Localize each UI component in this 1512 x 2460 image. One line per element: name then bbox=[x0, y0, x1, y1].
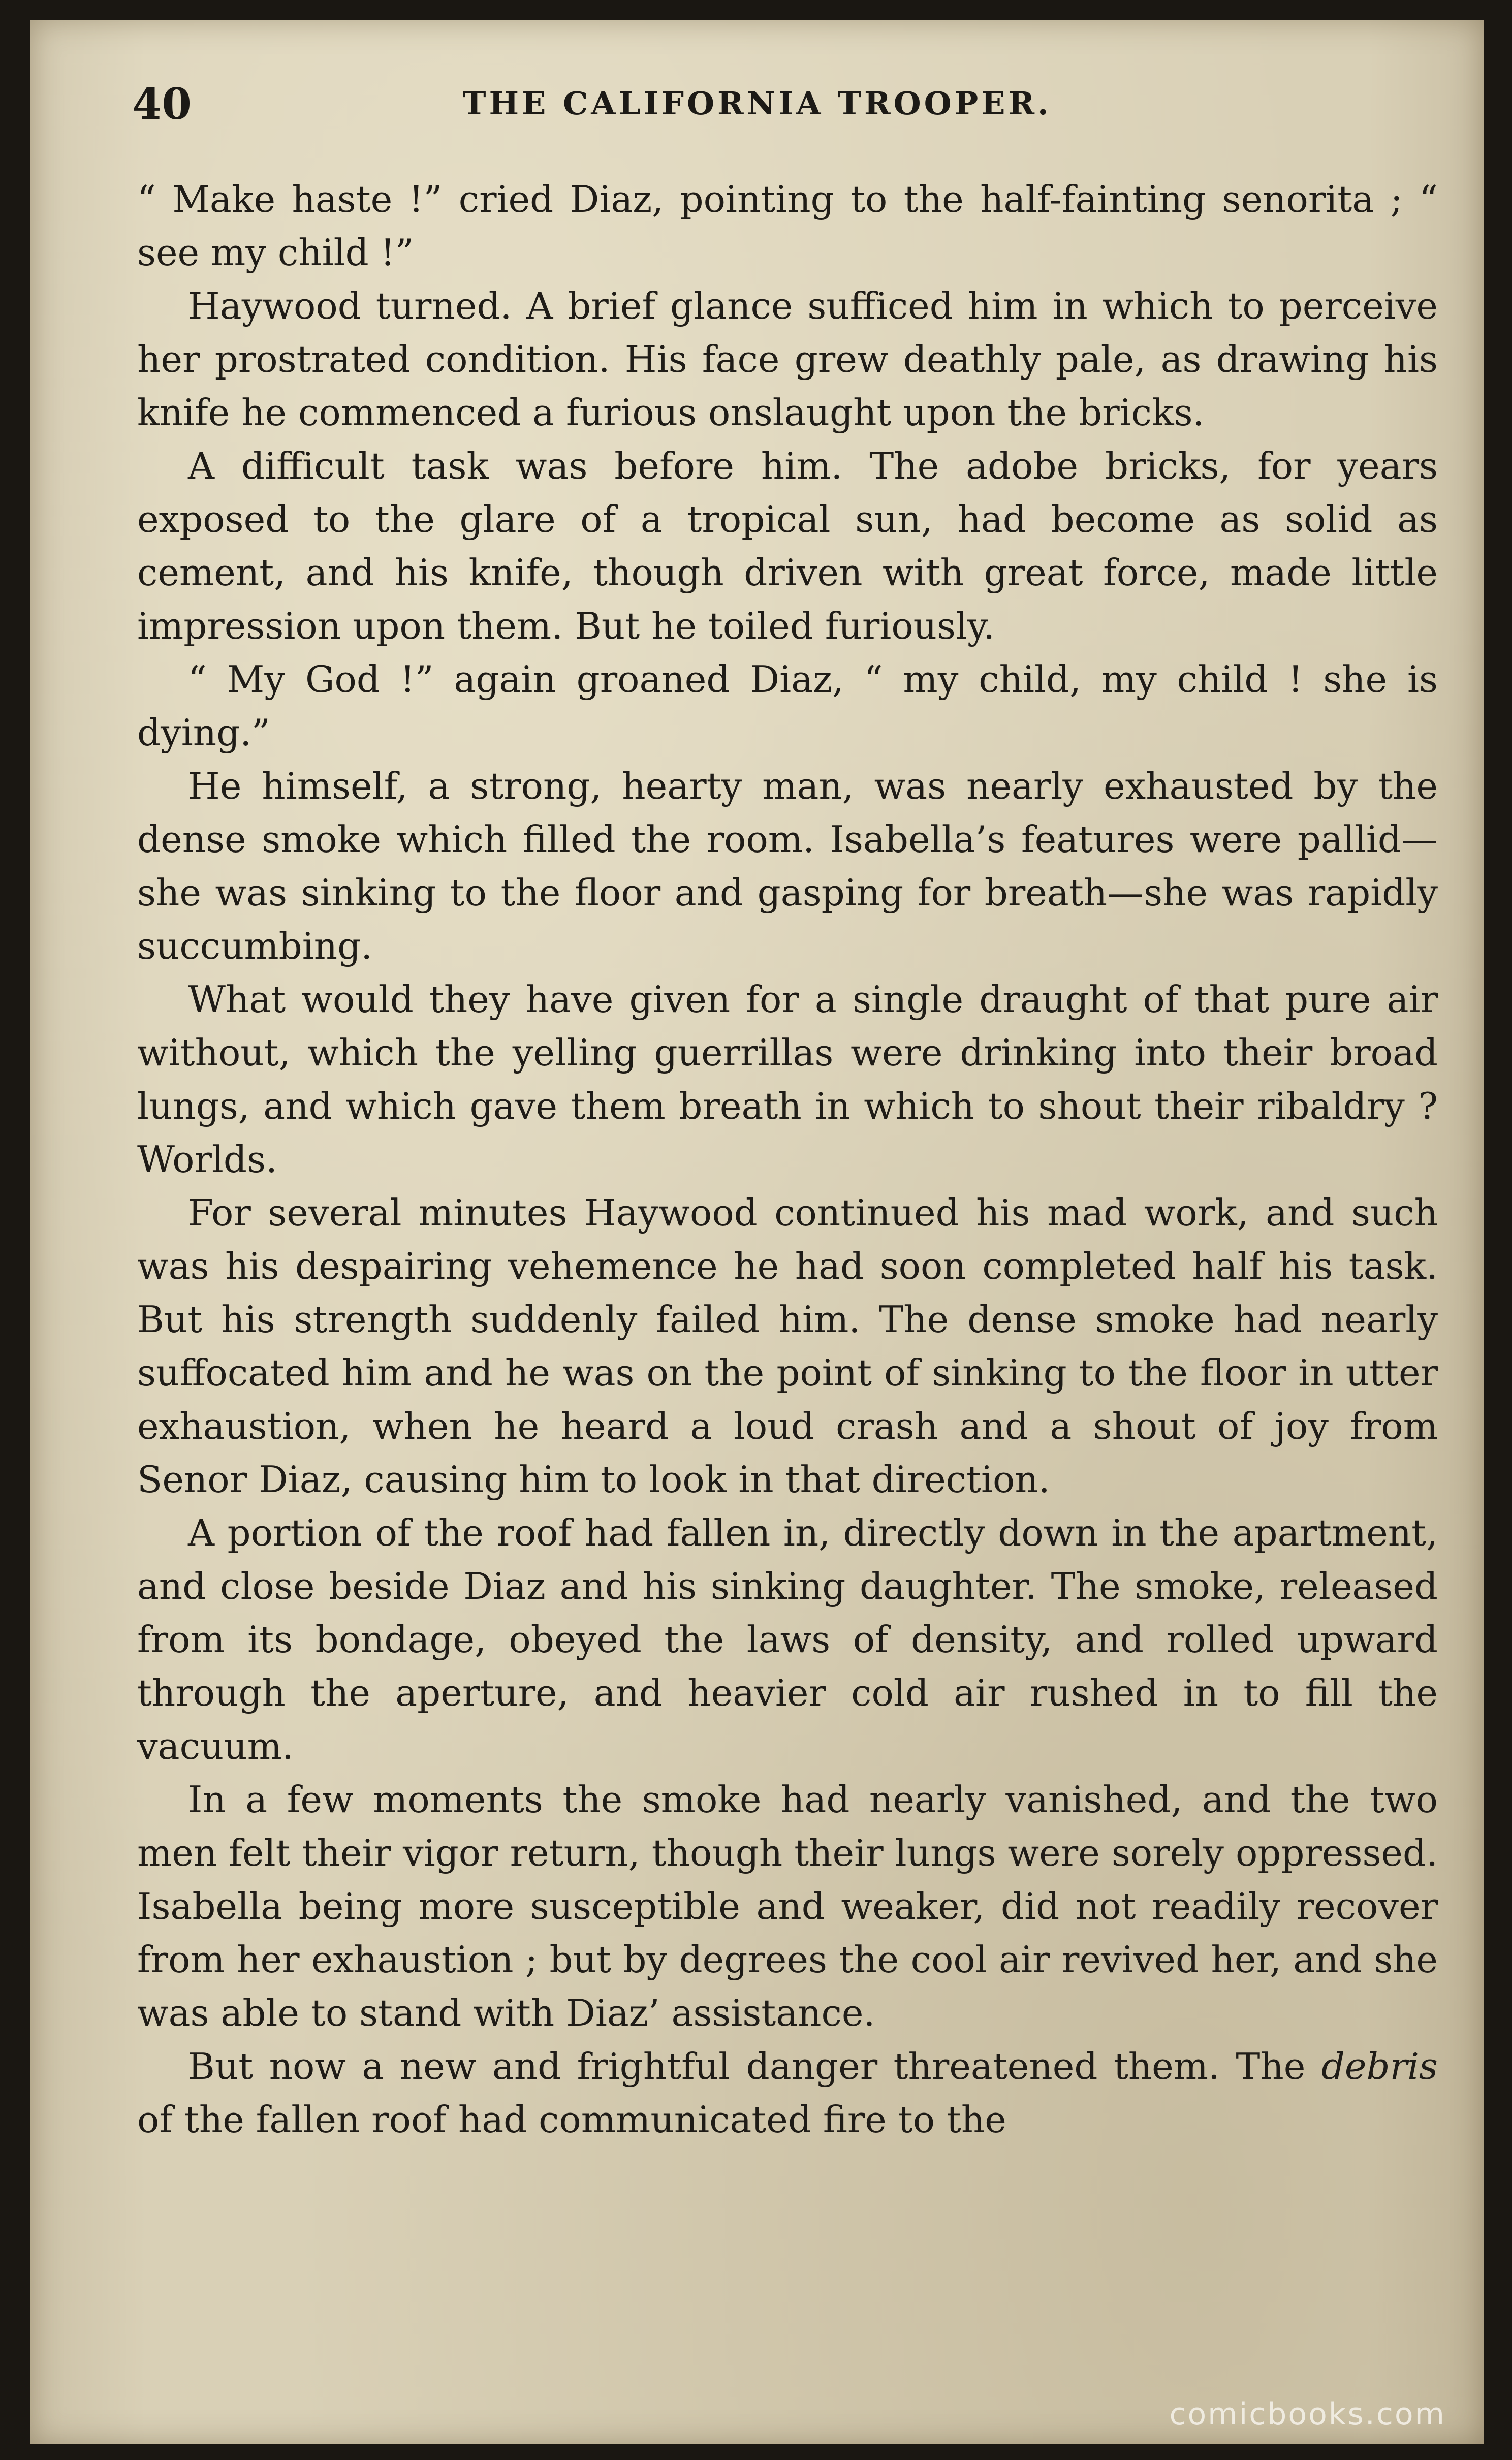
paragraph: For several minutes Haywood continued his mad work, and such was his despairing vehemence he had soon completed half his task. But his strength suddenly failed him. The dense smoke had nearly suffocated him and he was on the point of sinking to the floor in utter exhaustion, when he heard a loud crash and a shout of joy from Senor Diaz, causing him to look in that direction. bbox=[137, 1191, 1438, 1501]
paragraph: He himself, a strong, hearty man, was nearly exhausted by the dense smoke which filled the room. Isabella’s features were pallid—she was sinking to the floor and gasping for breath—she was rapidly succumbing. bbox=[137, 765, 1438, 967]
paragraph-text: But now a new and frightful danger threatened them. The bbox=[188, 2045, 1321, 2088]
paragraph: A portion of the roof had fallen in, directly down in the apartment, and close beside Diaz and his sinking daughter. The smoke, released from its bondage, obeyed the laws of density, and rolled upward through the aperture, and heavier cold air rushed in to fill the vacuum. bbox=[137, 1511, 1438, 1768]
page-header bbox=[132, 79, 1382, 129]
paragraph: “ My God !” again groaned Diaz, “ my child, my child ! she is dying.” bbox=[137, 658, 1438, 754]
paragraph: In a few moments the smoke had nearly vanished, and the two men felt their vigor return, though their lungs were sorely oppressed. Isabella being more susceptible and weaker, did not readily recover from her exhaustion ; but by degrees the cool air revived her, and she was able to stand with Diaz’ assistance. bbox=[137, 1778, 1438, 2034]
page-number: 40 bbox=[132, 79, 192, 129]
paragraph: “ Make haste !” cried Diaz, pointing to the half-fainting senorita ; “ see my child !” bbox=[137, 178, 1438, 274]
paragraph: A difficult task was before him. The adobe bricks, for years exposed to the glare of a tropical sun, had become as solid as cement, and his knife, though driven with great force, made little impression upon them. But he toiled furiously. bbox=[137, 445, 1438, 647]
paragraph: Haywood turned. A brief glance sufficed him in which to perceive her prostrated condition. His face grew deathly pale, as drawing his knife he commenced a furious onslaught upon the bricks. bbox=[137, 285, 1438, 434]
paragraph-text: of the fallen roof had communicated fire to the bbox=[137, 2098, 1006, 2141]
paragraph-last bbox=[137, 2040, 1438, 2147]
italic-word: debris bbox=[1321, 2045, 1438, 2088]
body-text bbox=[137, 173, 1438, 2147]
watermark: comicbooks.com bbox=[1169, 2396, 1446, 2432]
running-title: THE CALIFORNIA TROOPER. bbox=[462, 85, 1052, 122]
paragraph: What would they have given for a single draught of that pure air without, which the yelling guerrillas were drinking into their broad lungs, and which gave them breath in which to shout their ribaldry ? Worlds. bbox=[137, 978, 1438, 1181]
book-page bbox=[30, 20, 1484, 2444]
